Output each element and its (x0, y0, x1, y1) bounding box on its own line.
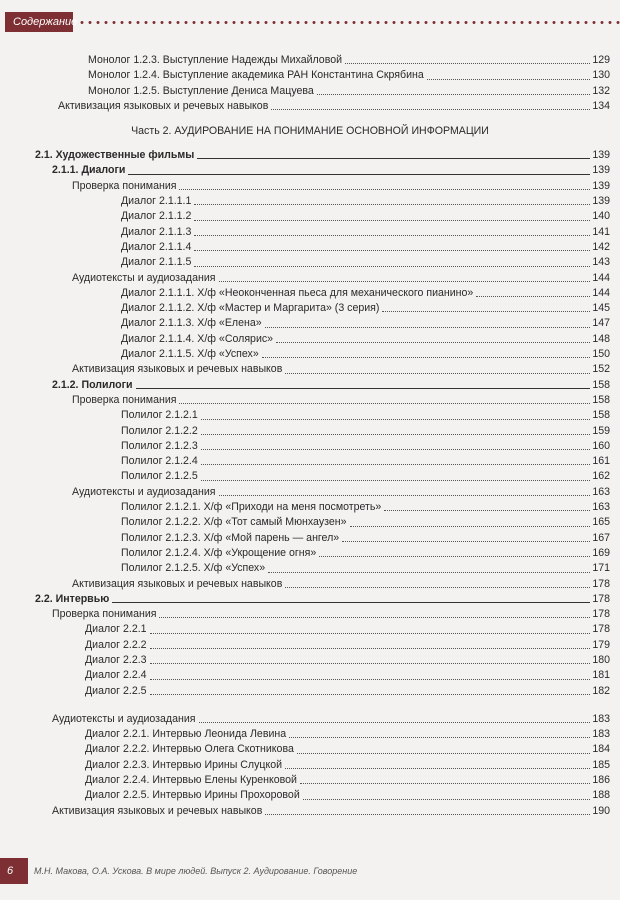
entry-title: 2.2. Интервью (35, 592, 110, 605)
entry-page-number: 158 (592, 409, 610, 422)
entry-page-number: 139 (592, 149, 610, 162)
dot-leader (159, 617, 590, 618)
dot-leader (345, 63, 590, 64)
entry-title: Полилог 2.1.2.2 (121, 424, 198, 437)
toc-entry (0, 271, 620, 286)
dot-leader (271, 109, 590, 110)
toc-entry (0, 301, 620, 316)
toc-section-entry (0, 163, 620, 178)
dot-leader (350, 526, 591, 527)
toc-entry (0, 286, 620, 301)
dotted-divider (78, 21, 620, 24)
entry-title: Проверка понимания (72, 179, 177, 192)
toc-section-entry (0, 592, 620, 607)
entry-page-number: 152 (592, 363, 610, 376)
entry-page-number: 158 (592, 378, 610, 391)
entry-page-number: 145 (592, 302, 610, 315)
dot-leader (276, 342, 590, 343)
dot-leader (150, 633, 591, 634)
entry-page-number: 139 (592, 164, 610, 177)
toc-section-entry (0, 378, 620, 393)
entry-page-number: 181 (592, 669, 610, 682)
entry-title: Диалог 2.1.1.1 (121, 195, 192, 208)
dot-leader (285, 587, 590, 588)
toc-entry (0, 255, 620, 270)
entry-title: Диалог 2.1.1.4 (121, 240, 192, 253)
toc-entry (0, 347, 620, 362)
dot-leader (297, 753, 590, 754)
toc-entry (0, 561, 620, 576)
dot-leader (150, 679, 591, 680)
entry-page-number: 140 (592, 210, 610, 223)
toc-entry (0, 758, 620, 773)
dot-leader (150, 694, 591, 695)
entry-title: Диалог 2.1.1.2 (121, 210, 192, 223)
dot-leader (285, 768, 590, 769)
entry-page-number: 147 (592, 317, 610, 330)
section-label: Содержание (5, 12, 73, 32)
toc-entry (0, 684, 620, 699)
entry-page-number: 178 (592, 608, 610, 621)
toc-entry (0, 485, 620, 500)
entry-title: Аудиотексты и аудиозадания (72, 485, 216, 498)
entry-title: Полилог 2.1.2.4 (121, 455, 198, 468)
toc-entry (0, 209, 620, 224)
toc-entry (0, 788, 620, 803)
entry-title: Проверка понимания (72, 393, 177, 406)
dot-leader (427, 79, 591, 80)
toc-entry (0, 194, 620, 209)
dot-leader (128, 174, 590, 175)
entry-title: Диалог 2.1.1.2. Х/ф «Мастер и Маргарита» (3 серия) (121, 302, 380, 315)
toc-entry (0, 408, 620, 423)
entry-title: 2.1.2. Полилоги (52, 378, 133, 391)
toc-entry (0, 668, 620, 683)
entry-page-number: 129 (592, 54, 610, 66)
entry-page-number: 190 (592, 804, 610, 817)
dot-leader (300, 783, 590, 784)
entry-title: Диалог 2.2.3 (85, 653, 147, 666)
dot-leader (150, 648, 591, 649)
entry-title: Полилог 2.1.2.5 (121, 470, 198, 483)
entry-title: Монолог 1.2.4. Выступление академика РАН Константина Скрябина (88, 69, 424, 82)
entry-title: Диалог 2.2.1. Интервью Леонида Левина (85, 728, 287, 741)
entry-title: Диалог 2.1.1.5. Х/ф «Успех» (121, 348, 259, 361)
entry-title: Активизация языковых и речевых навыков (72, 577, 283, 590)
entry-page-number: 184 (592, 743, 610, 756)
entry-title: Диалог 2.2.2 (85, 638, 147, 651)
entry-title: Проверка понимания (52, 608, 157, 621)
entry-title: Диалог 2.2.5. Интервью Ирины Прохоровой (85, 789, 300, 802)
dot-leader (112, 602, 590, 603)
entry-page-number: 139 (592, 179, 610, 192)
dot-leader (201, 449, 591, 450)
entry-title: Диалог 2.2.1 (85, 623, 147, 636)
entry-page-number: 163 (592, 501, 610, 514)
toc-entry (0, 546, 620, 561)
entry-title: 2.1. Художественные фильмы (35, 149, 195, 162)
dot-leader (265, 814, 590, 815)
dot-leader (319, 556, 590, 557)
dot-leader (382, 311, 590, 312)
entry-page-number: 161 (592, 455, 610, 468)
entry-page-number: 188 (592, 789, 610, 802)
toc-entry (0, 773, 620, 788)
entry-page-number: 158 (592, 393, 610, 406)
entry-page-number: 185 (592, 758, 610, 771)
toc-entry (0, 393, 620, 408)
entry-title: Монолог 1.2.5. Выступление Дениса Мацуева (88, 84, 314, 97)
entry-page-number: 180 (592, 653, 610, 666)
toc-entry (0, 607, 620, 622)
entry-title: Монолог 1.2.3. Выступление Надежды Михайловой (88, 54, 343, 66)
entry-title: Аудиотексты и аудиозадания (72, 271, 216, 284)
toc-entry (0, 469, 620, 484)
entry-title: Активизация языковых и речевых навыков (52, 804, 263, 817)
dot-leader (194, 235, 590, 236)
dot-leader (289, 737, 590, 738)
entry-page-number: 178 (592, 592, 610, 605)
toc-entry (0, 179, 620, 194)
part-heading: Часть 2. АУДИРОВАНИЕ НА ПОНИМАНИЕ ОСНОВНОЙ ИНФОРМАЦИИ (131, 125, 489, 138)
dot-leader (384, 510, 590, 511)
entry-page-number: 183 (592, 712, 610, 725)
dot-leader (179, 189, 590, 190)
dot-leader (219, 495, 591, 496)
entry-page-number: 182 (592, 684, 610, 697)
toc-entry (0, 531, 620, 546)
toc-entry (0, 653, 620, 668)
dot-leader (201, 434, 591, 435)
entry-page-number: 178 (592, 623, 610, 636)
entry-page-number: 159 (592, 424, 610, 437)
spacer (0, 699, 620, 712)
entry-page-number: 142 (592, 240, 610, 253)
dot-leader (199, 722, 591, 723)
entry-title: Полилог 2.1.2.1. Х/ф «Приходи на меня посмотреть» (121, 501, 382, 514)
entry-page-number: 150 (592, 348, 610, 361)
dot-leader (262, 357, 591, 358)
toc-entry (0, 439, 620, 454)
entry-title: 2.1.1. Диалоги (52, 164, 126, 177)
entry-title: Диалог 2.1.1.3. Х/ф «Елена» (121, 317, 262, 330)
entry-title: Диалог 2.2.4 (85, 669, 147, 682)
entry-page-number: 169 (592, 546, 610, 559)
dot-leader (201, 480, 591, 481)
entry-page-number: 130 (592, 69, 610, 82)
entry-title: Диалог 2.2.3. Интервью Ирины Слуцкой (85, 758, 283, 771)
toc-entry (0, 622, 620, 637)
entry-title: Полилог 2.1.2.5. Х/ф «Успех» (121, 562, 266, 575)
entry-page-number: 144 (592, 286, 610, 299)
entry-page-number: 178 (592, 577, 610, 590)
entry-page-number: 148 (592, 332, 610, 345)
dot-leader (194, 250, 590, 251)
entry-title: Активизация языковых и речевых навыков (58, 99, 269, 112)
toc-entry (0, 316, 620, 331)
entry-title: Диалог 2.2.4. Интервью Елены Куренковой (85, 774, 297, 787)
dot-leader (476, 296, 590, 297)
toc-entry (0, 454, 620, 469)
entry-title: Полилог 2.1.2.1 (121, 409, 198, 422)
dot-leader (265, 327, 591, 328)
toc-entry (0, 727, 620, 742)
dot-leader (197, 158, 590, 159)
toc-entry (0, 225, 620, 240)
entry-page-number: 171 (592, 562, 610, 575)
dot-leader (194, 220, 590, 221)
dot-leader (150, 663, 591, 664)
entry-page-number: 167 (592, 531, 610, 544)
entry-title: Полилог 2.1.2.4. Х/ф «Укрощение огня» (121, 546, 317, 559)
dot-leader (194, 204, 590, 205)
entry-page-number: 179 (592, 638, 610, 651)
dot-leader (342, 541, 590, 542)
toc-entry (0, 424, 620, 439)
entry-page-number: 144 (592, 271, 610, 284)
toc-entry (0, 240, 620, 255)
entry-page-number: 141 (592, 225, 610, 238)
dot-leader (201, 419, 591, 420)
dot-leader (285, 373, 590, 374)
entry-title: Полилог 2.1.2.3 (121, 439, 198, 452)
toc-entry (0, 742, 620, 757)
dot-leader (194, 266, 590, 267)
entry-title: Диалог 2.1.1.1. Х/ф «Неоконченная пьеса для механического пианино» (121, 286, 474, 299)
toc-entry (0, 84, 620, 99)
entry-title: Диалог 2.1.1.3 (121, 225, 192, 238)
dot-leader (317, 94, 591, 95)
toc-entry (0, 53, 620, 68)
dot-leader (136, 388, 591, 389)
dot-leader (303, 799, 591, 800)
toc-entry (0, 99, 620, 114)
entry-title: Полилог 2.1.2.3. Х/ф «Мой парень — ангел» (121, 531, 340, 544)
dot-leader (219, 281, 591, 282)
entry-page-number: 162 (592, 470, 610, 483)
entry-title: Диалог 2.1.1.4. Х/ф «Солярис» (121, 332, 274, 345)
entry-page-number: 132 (592, 84, 610, 97)
running-title: М.Н. Макова, О.А. Ускова. В мире людей. Выпуск 2. Аудирование. Говорение (34, 866, 358, 876)
entry-title: Активизация языковых и речевых навыков (72, 363, 283, 376)
toc-entry (0, 712, 620, 727)
dot-leader (179, 403, 590, 404)
dot-leader (201, 464, 591, 465)
toc-entry (0, 332, 620, 347)
dot-leader (268, 572, 590, 573)
entry-title: Диалог 2.2.2. Интервью Олега Скотникова (85, 743, 294, 756)
toc-entry (0, 515, 620, 530)
toc-entry (0, 804, 620, 819)
toc-entry (0, 638, 620, 653)
entry-page-number: 139 (592, 195, 610, 208)
entry-page-number: 134 (592, 99, 610, 112)
entry-page-number: 183 (592, 728, 610, 741)
entry-page-number: 165 (592, 516, 610, 529)
entry-title: Полилог 2.1.2.2. Х/ф «Тот самый Мюнхаузен» (121, 516, 347, 529)
toc-section-entry (0, 148, 620, 163)
toc-entry (0, 500, 620, 515)
toc-entry (0, 577, 620, 592)
entry-title: Диалог 2.1.1.5 (121, 256, 192, 269)
table-of-contents (0, 53, 620, 819)
toc-entry (0, 68, 620, 83)
page-number: 6 (0, 858, 28, 884)
entry-page-number: 186 (592, 774, 610, 787)
entry-title: Диалог 2.2.5 (85, 684, 147, 697)
entry-page-number: 143 (592, 256, 610, 269)
toc-entry (0, 362, 620, 377)
entry-page-number: 163 (592, 485, 610, 498)
entry-page-number: 160 (592, 439, 610, 452)
entry-title: Аудиотексты и аудиозадания (52, 712, 196, 725)
